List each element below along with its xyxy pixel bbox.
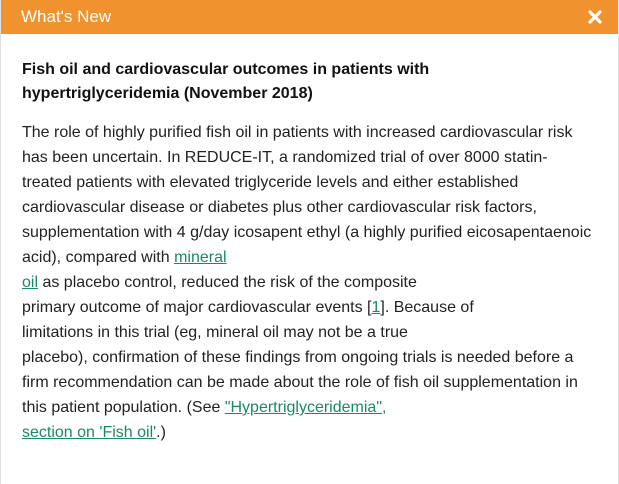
body-text-2: as placebo control, reduced the risk of the composite bbox=[38, 274, 417, 291]
mineral-oil-link[interactable]: mineral bbox=[174, 249, 227, 266]
fish-oil-section-link[interactable]: section on 'Fish oil' bbox=[22, 424, 157, 441]
body-text-4: ]. Because of bbox=[380, 299, 474, 316]
body-text-1: The role of highly purified fish oil in patients with increased cardiovascular risk has been uncertain. In REDUCE-IT, a randomized trial of over 8000 statin-treated patients with elevated triglyceride levels and either established cardiovascular disease or diabetes plus other cardiovascular risk factors, supplementation with 4 g/day icosapent ethyl (a highly purified eicosapentaenoic acid), compared with bbox=[22, 124, 592, 266]
headline-line-1: Fish oil and cardiovascular outcomes in patients with bbox=[22, 61, 430, 78]
body-text-5: limitations in this trial (eg, mineral oil may not be a true bbox=[22, 324, 408, 341]
body-text-7: .) bbox=[156, 424, 166, 441]
hypertriglyceridemia-topic-link[interactable]: "Hypertriglyceridemia", bbox=[224, 399, 387, 416]
close-icon[interactable] bbox=[584, 6, 606, 28]
body-text-6: placebo), confirmation of these findings from ongoing trials is needed before a firm recommendation can be made about the role of fish oil supplementation in this patient population. (See bbox=[22, 349, 578, 416]
headline-line-2: hypertriglyceridemia (November 2018) bbox=[22, 85, 313, 102]
reference-link-1[interactable]: 1 bbox=[371, 299, 381, 316]
dialog-header bbox=[1, 0, 618, 34]
dialog-content bbox=[1, 34, 618, 445]
mineral-oil-link-continued[interactable]: oil bbox=[22, 274, 39, 291]
article-headline bbox=[22, 58, 597, 106]
body-text-3: primary outcome of major cardiovascular events [ bbox=[22, 299, 372, 316]
article-body bbox=[22, 120, 597, 445]
dialog-title: What's New bbox=[21, 7, 112, 26]
